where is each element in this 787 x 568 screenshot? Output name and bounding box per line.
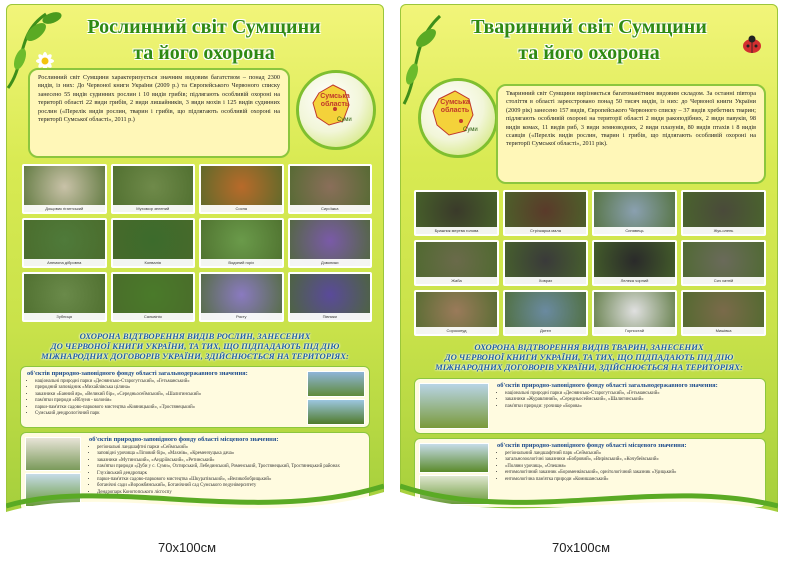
ladybug-icon: [740, 34, 764, 54]
title-line-1: Рослинний світ Сумщини: [87, 16, 321, 38]
photo-tile: [199, 164, 284, 214]
panel-title: об'єктів природно-заповідного фонду області загальнодержавного значення:: [497, 382, 718, 389]
photo-caption: Анемона дібровна: [24, 259, 105, 266]
map-city-label: Суми: [463, 127, 478, 133]
heading-line-2: ДО ЧЕРВОНОЇ КНИГИ УКРАЇНИ, ТА ТИХ, ЩО ПІДПАДАЮТЬ ПІД ДІЮ: [50, 341, 340, 351]
photo-caption: Дзвоники: [290, 259, 371, 266]
photo-tile: [414, 240, 499, 286]
photo-tile: [22, 218, 107, 268]
photo-tile: [199, 272, 284, 322]
left-size-label: 70x100см: [158, 540, 217, 555]
photo-tile: [111, 218, 196, 268]
list-item: • регіональний ландшафтний парк «Сеймський»: [505, 451, 759, 457]
list-item: • Сумський дендрологічний парк: [35, 411, 299, 417]
plant-world-poster: [6, 4, 384, 542]
photo-caption: Горностай: [594, 327, 675, 334]
photo-caption: Бражник мертва голова: [416, 227, 497, 234]
photo-tile: [22, 272, 107, 322]
photo-caption: Дятел: [505, 327, 586, 334]
intro-text: Рослинний світ Сумщини характеризується значним видовим багатством – понад 2300 видів, із них: До Червоної книги України (2009 р.) та Європейського Червоного списку занесено 55 видів судинних рослин і 10 видів грибів; підлягають особливій охороні на території області 22 види грибів, 2 види лишайників, 3 види мохів і 125 видів судинних рослин («Перелік видів рослин, тварин і грибів, що підлягають особливій охороні на території Сумської області», 2011 р.): [28, 68, 290, 158]
photo-caption: Мухомор зелений: [113, 205, 194, 212]
photo-tile: [503, 290, 588, 336]
list-item: • парки-пам'ятки садово-паркового мистецтва «Кияницький», «Тростянецький»: [35, 405, 299, 411]
list-item: • пам'ятки природи «Дуби у с. Суми», Охтирський, Лебединський, Роменський, Тростянецький, Тростянецький районах: [97, 464, 363, 470]
photo-caption: Півники: [290, 313, 371, 320]
page-title: [440, 14, 738, 66]
photo-tile: [503, 240, 588, 286]
page-title: [64, 14, 344, 66]
photo-tile: [288, 218, 373, 268]
photo-tile: [22, 164, 107, 214]
list-item: • національні природні парки «Деснянсько-Старогутський», «Гетьманський»: [505, 391, 759, 397]
photo-caption: Рясту: [201, 313, 282, 320]
list-item: • заказники «Журавлиний», «Середньосеймський», «Шалигинський»: [505, 397, 759, 403]
list-item: • регіональні ландшафтні парки «Сеймський»: [97, 445, 363, 451]
photo-tile: [681, 190, 766, 236]
landscape-photo: [307, 371, 365, 397]
national-objects-panel: [20, 366, 370, 428]
section-heading: [16, 331, 374, 361]
photo-caption: Зубниця: [24, 313, 105, 320]
photo-caption: Жук-олень: [683, 227, 764, 234]
list-item: • ентомологічна пам'ятка природи «Комишанський»: [505, 477, 759, 483]
photo-caption: Дощовик гігантський: [24, 205, 105, 212]
photo-caption: Стрічкарка мала: [505, 227, 586, 234]
list-item: • природний заповідник «Михайлівська цілина»: [35, 385, 299, 391]
region-map-badge: [418, 78, 498, 158]
list-item: • Дендропарк Конотопського лісгоспу: [97, 490, 363, 496]
right-size-label: 70x100см: [552, 540, 611, 555]
list-item: • заповідні урочища «Ліповий бір», «Махнів», «Кременчуцька дача»: [97, 451, 363, 457]
photo-caption: Мишівка: [683, 327, 764, 334]
photo-tile: [111, 272, 196, 322]
photo-tile: [111, 164, 196, 214]
list-item: • ботанічні сади «Ворожбянський», Ботанічний сад Сумського педуніверситету: [97, 483, 363, 489]
photo-tile: [681, 290, 766, 336]
section-heading: [410, 342, 768, 372]
panel-title: об'єктів природно-заповідного фонду області загальнодержавного значення:: [27, 370, 248, 377]
animal-world-poster: [400, 4, 778, 542]
intro-text: Тваринний світ Сумщини вирізняється багатоманітним видовим складом. За останні півтора століття в області зареєстровано понад 50 тисяч видів, із них: до Червоної книги України (2009 рік) занесено 157 видів, Європейського Червоного списку – 37 видів хребетних тварин; підлягають особливій охороні на території області 2 види ракоподібних, 2 види павуків, 98 видів комах, 11 видів риб, 3 види земноводних, 2 види плазунів, 80 видів птахів і 8 видів ссавців («Перелік видів рослин, тварин і грибів, що підлягають особливій охороні на території Сумської області», 2011 рік).: [496, 84, 766, 184]
list-item: • загальнозоологічні заказники «Бобровий», «Вирівський», «Кочубеївський»: [505, 457, 759, 463]
list-item: • заказники «Банний яр», «Великий бір», «Середньосеймський», «Шалигинський»: [35, 392, 299, 398]
region-map-icon: [421, 81, 489, 149]
landscape-photo: [419, 383, 489, 429]
bottom-wave-decoration: [400, 462, 778, 542]
region-map-badge: [296, 70, 376, 150]
photo-tile: [288, 272, 373, 322]
photo-caption: Лелека чорний: [594, 277, 675, 284]
list-item: • парки-пам'ятки садово-паркового мистецтва «Шкуратівський», «Великобобрицький»: [97, 477, 363, 483]
photo-caption: Жаба: [416, 277, 497, 284]
list-item: • національні природні парки «Деснянсько-Старогутський», «Гетьманський»: [35, 379, 299, 385]
photo-tile: [288, 164, 373, 214]
photo-tile: [199, 218, 284, 268]
title-line-2: та його охорона: [518, 42, 660, 64]
list-item: • заказники «Мутинський», «Андріївський», «Ретинський»: [97, 458, 363, 464]
list-item: • пам'ятки природи «Яблуня - колонія»: [35, 398, 299, 404]
list-item: • «Поляни урочищ», «Олешня»: [505, 464, 759, 470]
heading-line-3: МІЖНАРОДНИХ ДОГОВОРІВ УКРАЇНИ, ЗДІЙСНЮЄТЬСЯ НА ТЕРИТОРІЯХ:: [435, 362, 743, 372]
photo-tile: [592, 240, 677, 286]
photo-tile: [414, 290, 499, 336]
photo-tile: [414, 190, 499, 236]
photo-caption: Конвалія: [113, 259, 194, 266]
photo-caption: Сосна: [201, 205, 282, 212]
photo-grid: [22, 164, 372, 322]
map-region-label: Сумська область: [320, 93, 350, 108]
panel-title: об'єктів природно-заповідного фонду області місцевого значення:: [497, 442, 687, 449]
landscape-photo: [307, 399, 365, 425]
heading-line-3: МІЖНАРОДНИХ ДОГОВОРІВ УКРАЇНИ, ЗДІЙСНЮЄТЬСЯ НА ТЕРИТОРІЯХ:: [41, 351, 349, 361]
heading-line-1: ОХОРОНА ВІДТВОРЕННЯ ВИДІВ ТВАРИН, ЗАНЕСЕНИХ: [474, 342, 704, 352]
bottom-wave-decoration: [6, 462, 384, 542]
panel-title: об'єктів природно-заповідного фонду області місцевого значення:: [89, 436, 279, 443]
title-line-2: та його охорона: [133, 42, 275, 64]
photo-caption: Сироїжка: [290, 205, 371, 212]
photo-caption: Сорокопуд: [416, 327, 497, 334]
list-item: • ентомологічний заказник «Бороменківський», орнітологічний заказник «Удицький»: [505, 470, 759, 476]
photo-caption: Ховрах: [505, 277, 586, 284]
photo-grid: [414, 190, 766, 336]
photo-tile: [592, 190, 677, 236]
national-objects-panel: [414, 378, 766, 434]
map-region-label: Сумська область: [440, 99, 470, 114]
photo-caption: Сальвінія: [113, 313, 194, 320]
title-line-1: Тваринний світ Сумщини: [471, 16, 707, 38]
photo-caption: Синявець: [594, 227, 675, 234]
heading-line-1: ОХОРОНА ВІДТВОРЕННЯ ВИДІВ РОСЛИН, ЗАНЕСЕНИХ: [79, 331, 311, 341]
list-item: • Глухівський дендропарк: [97, 471, 363, 477]
photo-tile: [592, 290, 677, 336]
list-item: • пам'ятки природи: урочище «Борова»: [505, 404, 759, 410]
photo-tile: [681, 240, 766, 286]
map-city-label: Суми: [337, 117, 352, 123]
photo-caption: Сич хатній: [683, 277, 764, 284]
photo-tile: [503, 190, 588, 236]
photo-caption: Водяний горіх: [201, 259, 282, 266]
heading-line-2: ДО ЧЕРВОНОЇ КНИГИ УКРАЇНИ, ТА ТИХ, ЩО ПІДПАДАЮТЬ ПІД ДІЮ: [444, 352, 734, 362]
